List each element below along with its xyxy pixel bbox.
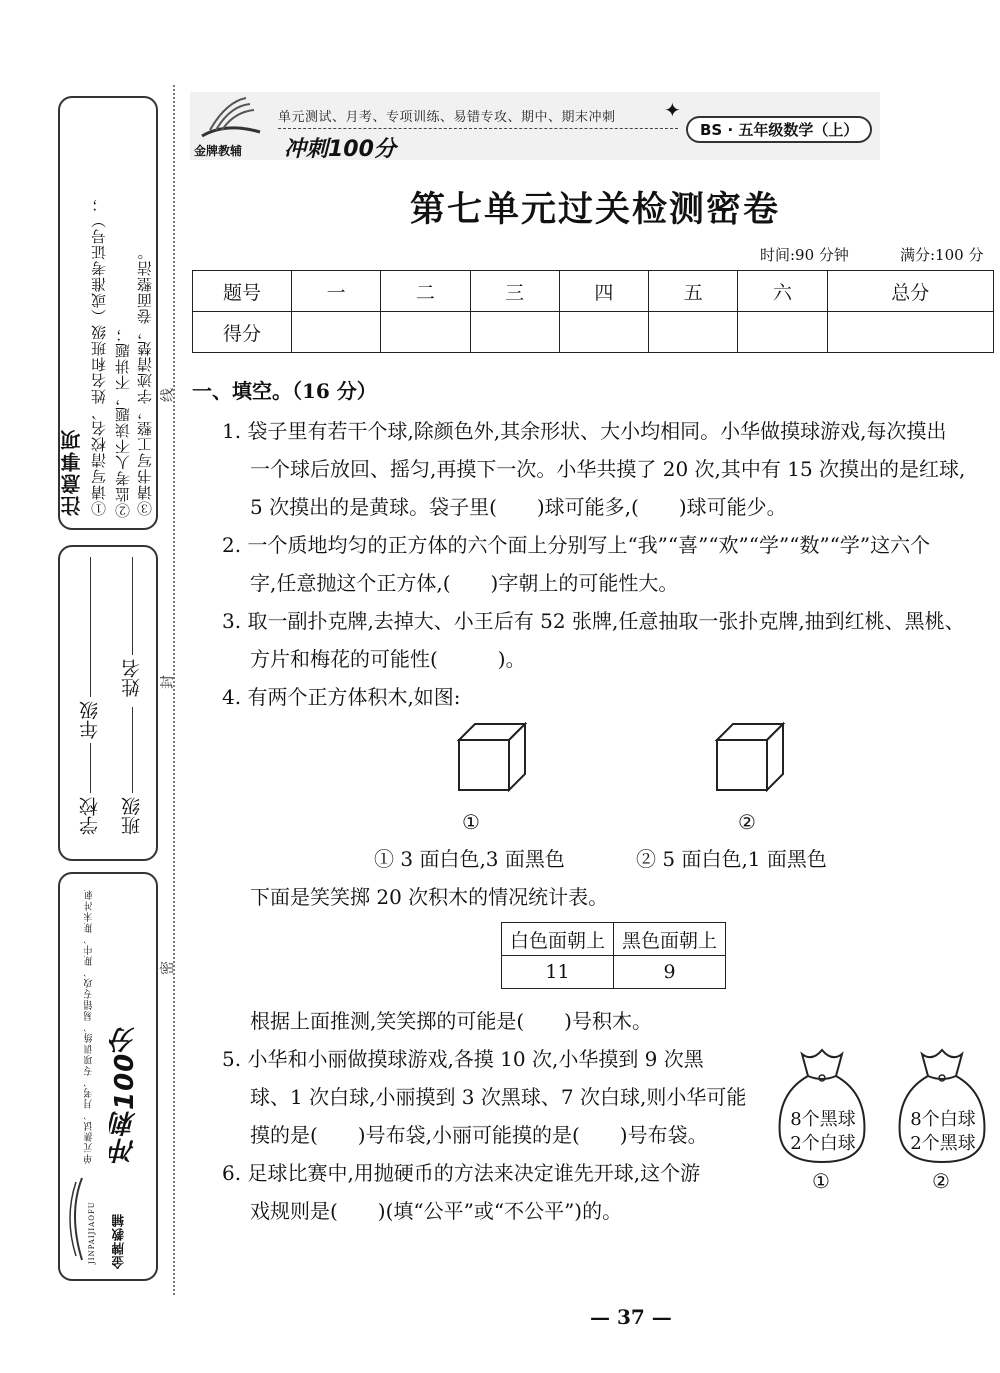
score-header-cell: 六 <box>738 271 827 312</box>
bag-2-contents <box>908 1108 978 1156</box>
school-label: 学校 <box>79 797 101 835</box>
brand-pinyin: JINPAIJIAOFU <box>88 1201 96 1264</box>
q1-line-3: 5 次摸出的是黄球。袋子里( )球可能多,( )球可能少。 <box>250 495 787 519</box>
bag-1-line-1: 8个黑球 <box>790 1109 856 1130</box>
cut-label-line: 线 <box>160 388 176 402</box>
note-1: ①请写清校名、姓名和班级（或准考证号）； <box>90 196 108 516</box>
q1-line-2: 一个球后放回、摇匀,再摸下一次。小华共摸了 20 次,其中有 15 次摸出的是红球, <box>250 457 966 481</box>
brand-series: 单元测试、月考、专项训练、易错专攻、期中、期末冲刺 <box>84 889 95 1164</box>
header-logo: 金牌教辅 <box>194 144 243 158</box>
q5-line-3: 摸的是( )号布袋,小丽可能摸的是( )号布袋。 <box>250 1123 708 1147</box>
score-cell[interactable] <box>470 312 559 353</box>
score-header-cell: 总分 <box>827 271 993 312</box>
book-logo-icon <box>196 96 266 142</box>
q2-line-2: 字,任意抛这个正方体,( )字朝上的可能性大。 <box>250 571 679 595</box>
roll-stats-header: 黑色面朝上 <box>614 923 726 956</box>
roll-stats-value-row <box>502 956 726 989</box>
score-header-cell: 三 <box>470 271 559 312</box>
score-header-row <box>193 271 994 312</box>
score-header-cell: 二 <box>381 271 470 312</box>
score-header-cell: 一 <box>292 271 381 312</box>
header-slogan: 冲刺100分 <box>284 137 396 162</box>
score-cell[interactable] <box>292 312 381 353</box>
q3-line-1: 3. 取一副扑克牌,去掉大、小王后有 52 张牌,任意抽取一张扑克牌,抽到红桃、黑桃、 <box>222 609 965 633</box>
bag-2-line-2: 2个黑球 <box>910 1133 976 1154</box>
q6-line-1: 6. 足球比赛中,用抛硬币的方法来决定谁先开球,这个游 <box>222 1161 701 1185</box>
grade-line[interactable] <box>90 557 91 697</box>
score-table <box>192 270 994 353</box>
roll-stats-value: 11 <box>502 956 614 989</box>
q2-line-1: 2. 一个质地均匀的正方体的六个面上分别写上“我”“喜”“欢”“学”“数”“学”这六个 <box>222 533 931 557</box>
notes-title: 注意事项 <box>60 428 84 516</box>
notes-box <box>58 96 158 530</box>
time-limit: 时间:90 分钟 <box>760 246 849 264</box>
class-line[interactable] <box>132 707 133 793</box>
school-line[interactable] <box>90 743 91 793</box>
cube-2-icon <box>713 720 788 795</box>
full-score: 满分:100 分 <box>900 246 984 264</box>
grade-badge: BS · 五年级数学（上） <box>686 116 872 143</box>
bag-1-contents <box>788 1108 858 1156</box>
score-header-cell: 四 <box>559 271 648 312</box>
sparkle-icon: ✦ <box>664 98 681 122</box>
brand-logo-text: 金牌教辅 <box>112 1213 127 1269</box>
score-row-label: 得分 <box>193 312 292 353</box>
bag-1-label: ① <box>812 1169 830 1193</box>
bag-2-label: ② <box>932 1169 950 1193</box>
cube-1-icon <box>455 720 530 795</box>
q5-line-2: 球、1 次白球,小丽摸到 3 次黑球、7 次白球,则小华可能 <box>250 1085 747 1109</box>
note-3: ③请书写工整，字迹清楚，卷面整洁。 <box>136 244 154 516</box>
cube-2-desc: ② 5 面白色,1 面黑色 <box>636 847 827 871</box>
cut-label-secret: 密 <box>160 961 176 975</box>
book-logo-icon <box>64 1174 86 1264</box>
q6-line-2: 戏规则是( )(填“公平”或“不公平”)的。 <box>250 1199 623 1223</box>
q4-intro: 4. 有两个正方体积木,如图: <box>222 685 461 709</box>
header-series: 单元测试、月考、专项训练、易错专攻、期中、期末冲刺 <box>278 110 616 125</box>
score-cell[interactable] <box>381 312 470 353</box>
name-label: 姓名 <box>121 659 143 697</box>
score-cell[interactable] <box>649 312 738 353</box>
name-line[interactable] <box>132 557 133 655</box>
brand-box <box>58 872 158 1281</box>
score-header-cell: 题号 <box>193 271 292 312</box>
score-row <box>193 312 994 353</box>
cut-label-seal: 封 <box>160 675 176 689</box>
score-cell[interactable] <box>738 312 827 353</box>
q3-line-2: 方片和梅花的可能性( )。 <box>250 647 526 671</box>
page-number: — 37 — <box>590 1305 672 1329</box>
q4-table-intro: 下面是笑笑掷 20 次积木的情况统计表。 <box>250 885 609 909</box>
roll-stats-value: 9 <box>614 956 726 989</box>
q4-question: 根据上面推测,笑笑掷的可能是( )号积木。 <box>250 1009 652 1033</box>
class-label: 班级 <box>121 797 143 835</box>
section-heading: 一、填空。（16 分） <box>192 379 377 403</box>
bag-1-line-2: 2个白球 <box>790 1133 856 1154</box>
cube-2-label: ② <box>738 810 756 834</box>
score-cell[interactable] <box>559 312 648 353</box>
header-dash <box>278 128 678 129</box>
q5-line-1: 5. 小华和小丽做摸球游戏,各摸 10 次,小华摸到 9 次黑 <box>222 1047 704 1071</box>
roll-stats-header-row <box>502 923 726 956</box>
note-2: ②监考人不读题，不讲题； <box>114 326 132 518</box>
roll-stats-table <box>501 922 726 989</box>
grade-label: 年级 <box>79 701 101 739</box>
score-cell[interactable] <box>827 312 993 353</box>
cut-line <box>173 85 175 1295</box>
brand-slogan: 冲刺100分 <box>110 1025 140 1164</box>
page-title: 第七单元过关检测密卷 <box>409 189 780 230</box>
bag-2-line-1: 8个白球 <box>910 1109 976 1130</box>
q1-line-1: 1. 袋子里有若干个球,除颜色外,其余形状、大小均相同。小华做摸球游戏,每次摸出 <box>222 419 947 443</box>
student-info-box <box>58 545 158 861</box>
cube-1-label: ① <box>462 810 480 834</box>
score-header-cell: 五 <box>649 271 738 312</box>
cube-1-desc: ① 3 面白色,3 面黑色 <box>374 847 565 871</box>
roll-stats-header: 白色面朝上 <box>502 923 614 956</box>
